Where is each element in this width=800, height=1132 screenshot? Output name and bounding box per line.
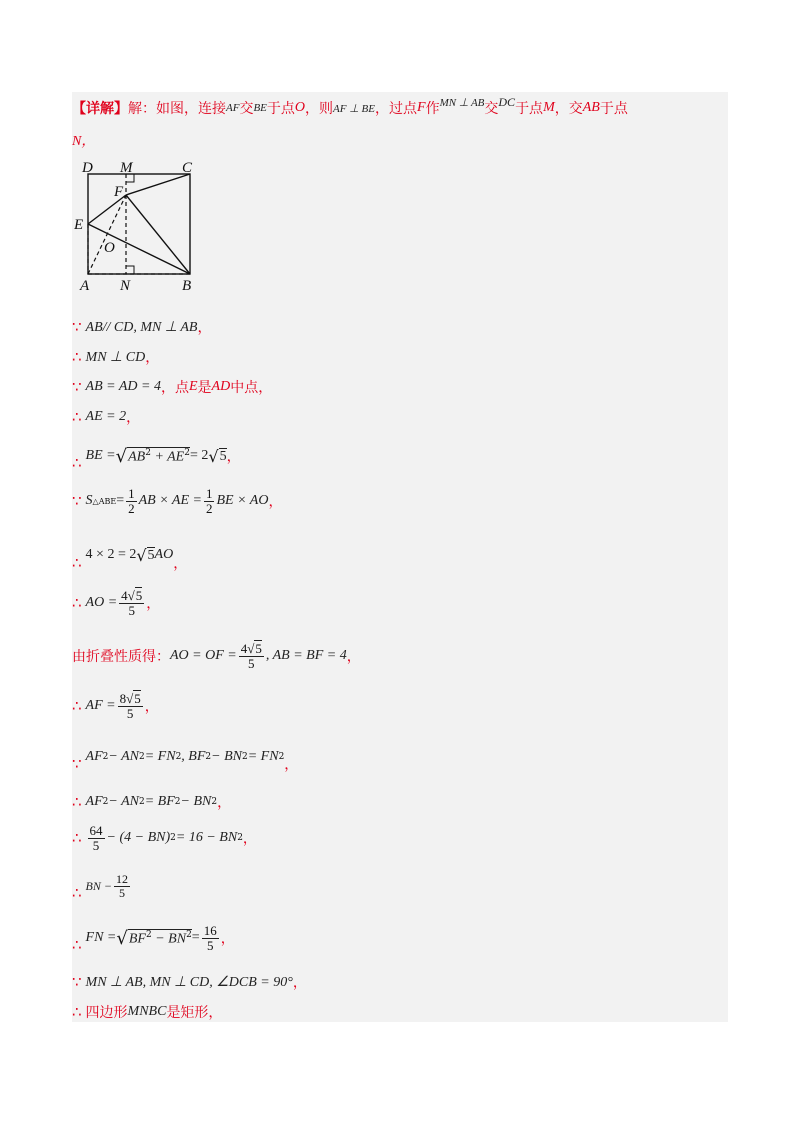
step-11: ∵ AF 2 − AN 2 = FN 2 , BF 2 − BN 2 = FN 2 ，	[72, 749, 299, 773]
step-16: ∵ MN ⊥ AB, MN ⊥ CD, ∠DCB = 90° ，	[72, 973, 307, 991]
step-12: ∴ AF 2 − AN 2 = BF 2 − BN 2 ，	[72, 793, 232, 811]
segment-af-dashed	[88, 195, 126, 274]
label-a: A	[80, 278, 90, 292]
step-17: ∴ 四边形 MNBC 是矩形，	[72, 1003, 223, 1021]
label-b: B	[182, 278, 192, 292]
label-m: M	[120, 160, 133, 176]
label-f: F	[114, 184, 124, 200]
step-8: ∴ AO = $\frac{4√5}{5}$ ，	[72, 588, 161, 618]
label-e: E	[74, 217, 84, 233]
step-10: ∴ AF = $\frac{8√5}{5}$ ，	[72, 691, 159, 721]
label-o: O	[104, 240, 115, 256]
label-c: C	[182, 160, 193, 176]
step-9: 由折叠性质得： AO = OF = $\frac{4√5}{5}$ , AB = BF = 4 ，	[72, 641, 361, 671]
step-15: ∴ FN = √ $BF^2 - BN^2$ = $\frac{16}{5}$ ，	[72, 922, 235, 954]
solution-intro: 【详解】 解：如图，连接 AF 交 BE 于点 O ，则 AF ⊥ BE ，过点 F 作 MN ⊥ AB 交 DC 于点 M ，交 AB 于点	[72, 94, 628, 117]
solution-intro-cont: N，	[72, 134, 96, 149]
step-7: ∴ 4 × 2 = 2 √ 5 AO ，	[72, 545, 188, 572]
step-13: ∴ $\frac{64}{5}$ − (4 − BN) 2 = 16 − BN 2 ，	[72, 823, 257, 853]
right-angle-n	[126, 266, 134, 274]
segment-fb	[126, 195, 190, 274]
label-d: D	[82, 160, 93, 176]
label-n: N	[120, 278, 131, 292]
geometry-diagram	[74, 158, 204, 292]
step-14: ∴ BN − $\frac{12}{5}$	[72, 871, 128, 902]
step-4: ∴ AE = 2 ，	[72, 408, 141, 426]
segment-fc	[126, 174, 190, 195]
step-3: ∵ AB = AD = 4 ，点 E 是 AD 中点，	[72, 378, 273, 396]
square-abcd	[88, 174, 190, 274]
step-6: ∵ S △ABE = $\frac{1}{2}$ AB × AE = $\frac{1}{2}$ BE × AO ，	[72, 486, 283, 516]
step-5: ∴ BE = √ $AB^2 + AE^2$ = 2 √ 5 ，	[72, 445, 241, 472]
step-2: ∴ MN ⊥ CD ，	[72, 348, 160, 366]
step-1: ∵ AB// CD, MN ⊥ AB ，	[72, 318, 212, 336]
detail-tag: 【详解】	[72, 101, 128, 117]
